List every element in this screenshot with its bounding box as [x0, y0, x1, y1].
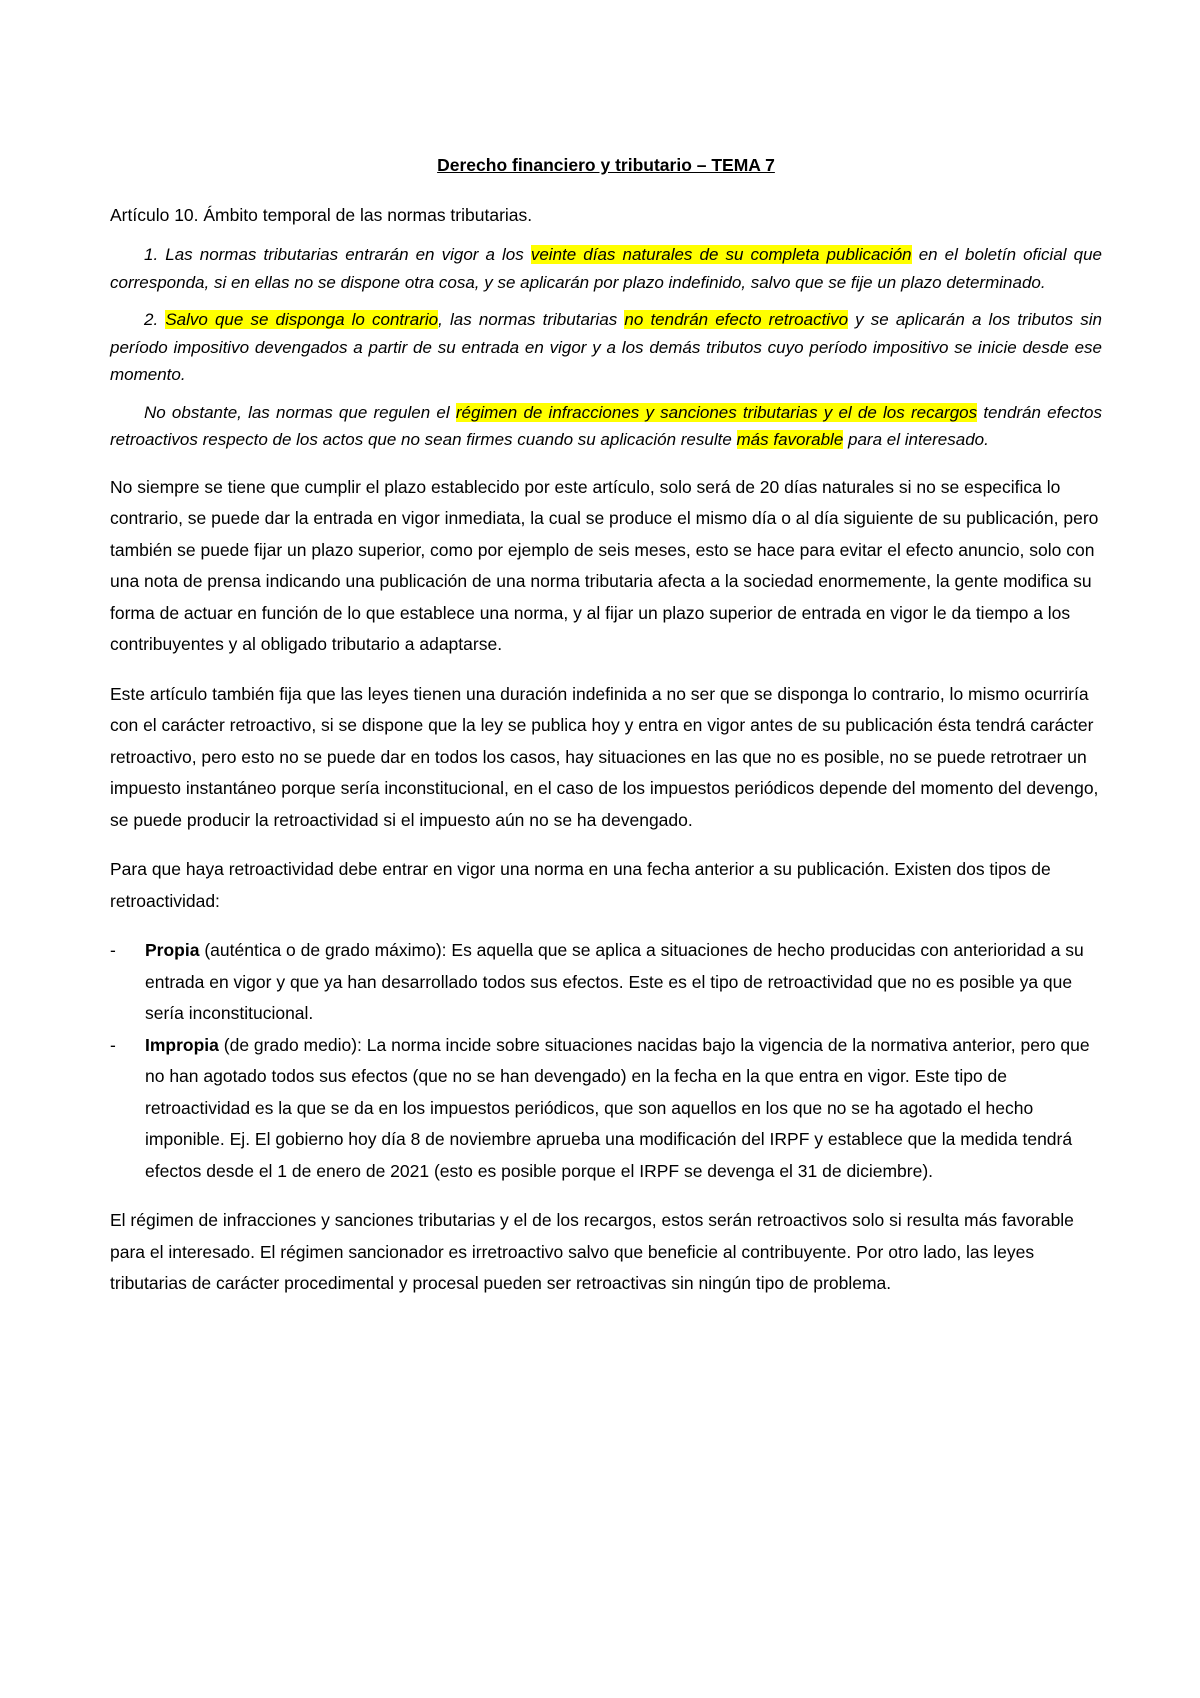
list-item-text: (auténtica o de grado máximo): Es aquella que se aplica a situaciones de hecho producidas con anterioridad a su entrada en vigor y que ya han desarrollado todos sus efectos. Este es el tipo de retroactividad que no es posible ya que sería inconstitucional. [145, 940, 1084, 1023]
list-dash: - [110, 1034, 116, 1055]
law-1-before: 1. Las normas tributarias entrarán en vigor a los [144, 245, 531, 264]
article-heading: Artículo 10. Ámbito temporal de las normas tributarias. [110, 204, 533, 225]
list-item-term: Impropia [145, 1034, 219, 1055]
law-1-highlight: veinte días naturales de su completa publicación [530, 245, 912, 264]
law-2-middle: , las normas tributarias [438, 310, 625, 329]
body-paragraph-3: Para que haya retroactividad debe entrar en vigor una norma en una fecha anterior a su publicación. Existen dos tipos de retroactividad: [110, 859, 1051, 911]
list-item [110, 935, 1102, 1030]
law-3-highlight-2: más favorable [736, 430, 844, 449]
law-3-before: No obstante, las normas que regulen el [144, 402, 456, 422]
law-paragraph-2 [110, 306, 1102, 389]
body-paragraph-2: Este artículo también fija que las leyes tienen una duración indefinida a no ser que se disponga lo contrario, lo mismo ocurriría con el carácter retroactivo, si se dispone que la ley se publica hoy y entra en vigor antes de su publicación ésta tendrá carácter retroactivo, pero esto no se puede dar en todos los casos, hay situaciones en las que no es posible, no se puede retrotraer un impuesto instantáneo porque sería inconstitucional, en el caso de los impuestos periódicos depende del momento del devengo, se puede producir la retroactividad si el impuesto aún no se ha devengado. [110, 683, 1099, 830]
retroactivity-types-list [110, 935, 1102, 1187]
law-paragraph-3 [110, 399, 1102, 454]
law-2-highlight-2: no tendrán efecto retroactivo [624, 310, 849, 329]
law-3-middle: tendrán efectos retroactivos respecto de los actos que no sean firmes cuando su aplicación resulte [110, 402, 1102, 449]
law-3-highlight-1: régimen de infracciones y sanciones tributarias y el de los recargos [455, 402, 978, 422]
list-item-text: (de grado medio): La norma incide sobre situaciones nacidas bajo la vigencia de la normativa anterior, pero que no han agotado todos sus efectos (que no se han devengado) en la fecha en la que entra en vigor. Este tipo de retroactividad es la que se da en los impuestos periódicos, que son aquellos en los que no se ha agotado el hecho imponible. Ej. El gobierno hoy día 8 de noviembre aprueba una modificación del IRPF y establece que la medida tendrá efectos desde el 1 de enero de 2021 (esto es posible porque el IRPF se devenga el 31 de diciembre). [145, 1034, 1090, 1181]
law-2-highlight-1: Salvo que se disponga lo contrario [165, 310, 439, 329]
document-title: Derecho financiero y tributario – TEMA 7 [437, 155, 775, 175]
law-paragraph-1 [110, 241, 1102, 296]
law-3-after: para el interesado. [843, 430, 989, 449]
document-body [110, 150, 1102, 1318]
body-paragraph-1: No siempre se tiene que cumplir el plazo establecido por este artículo, solo será de 20 días naturales si no se especifica lo contrario, se puede dar la entrada en vigor inmediata, la cual se produce el mismo día o al día siguiente de su publicación, pero también se puede fijar un plazo superior, como por ejemplo de seis meses, esto se hace para evitar el efecto anuncio, solo con una nota de prensa indicando una publicación de una norma tributaria afecta a la sociedad enormemente, la gente modifica su forma de actuar en función de lo que establece una norma, y al fijar un plazo superior de entrada en vigor le da tiempo a los contribuyentes y al obligado tributario a adaptarse. [110, 476, 1099, 654]
list-item [110, 1030, 1102, 1188]
law-1-after: en el boletín oficial que corresponda, si en ellas no se dispone otra cosa, y se aplicarán por plazo indefinido, salvo que se fije un plazo determinado. [110, 245, 1103, 292]
list-dash: - [110, 940, 116, 960]
law-2-after: y se aplicarán a los tributos sin período impositivo devengados a partir de su entrada en vigor y a los demás tributos cuyo período impositivo se inicie desde ese momento. [110, 310, 1102, 384]
list-item-term: Propia [145, 940, 200, 960]
law-2-number: 2. [144, 310, 166, 329]
body-paragraph-4: El régimen de infracciones y sanciones tributarias y el de los recargos, estos serán retroactivos solo si resulta más favorable para el interesado. El régimen sancionador es irretroactivo salvo que beneficie al contribuyente. Por otro lado, las leyes tributarias de carácter procedimental y procesal pueden ser retroactivas sin ningún tipo de problema. [110, 1210, 1074, 1293]
